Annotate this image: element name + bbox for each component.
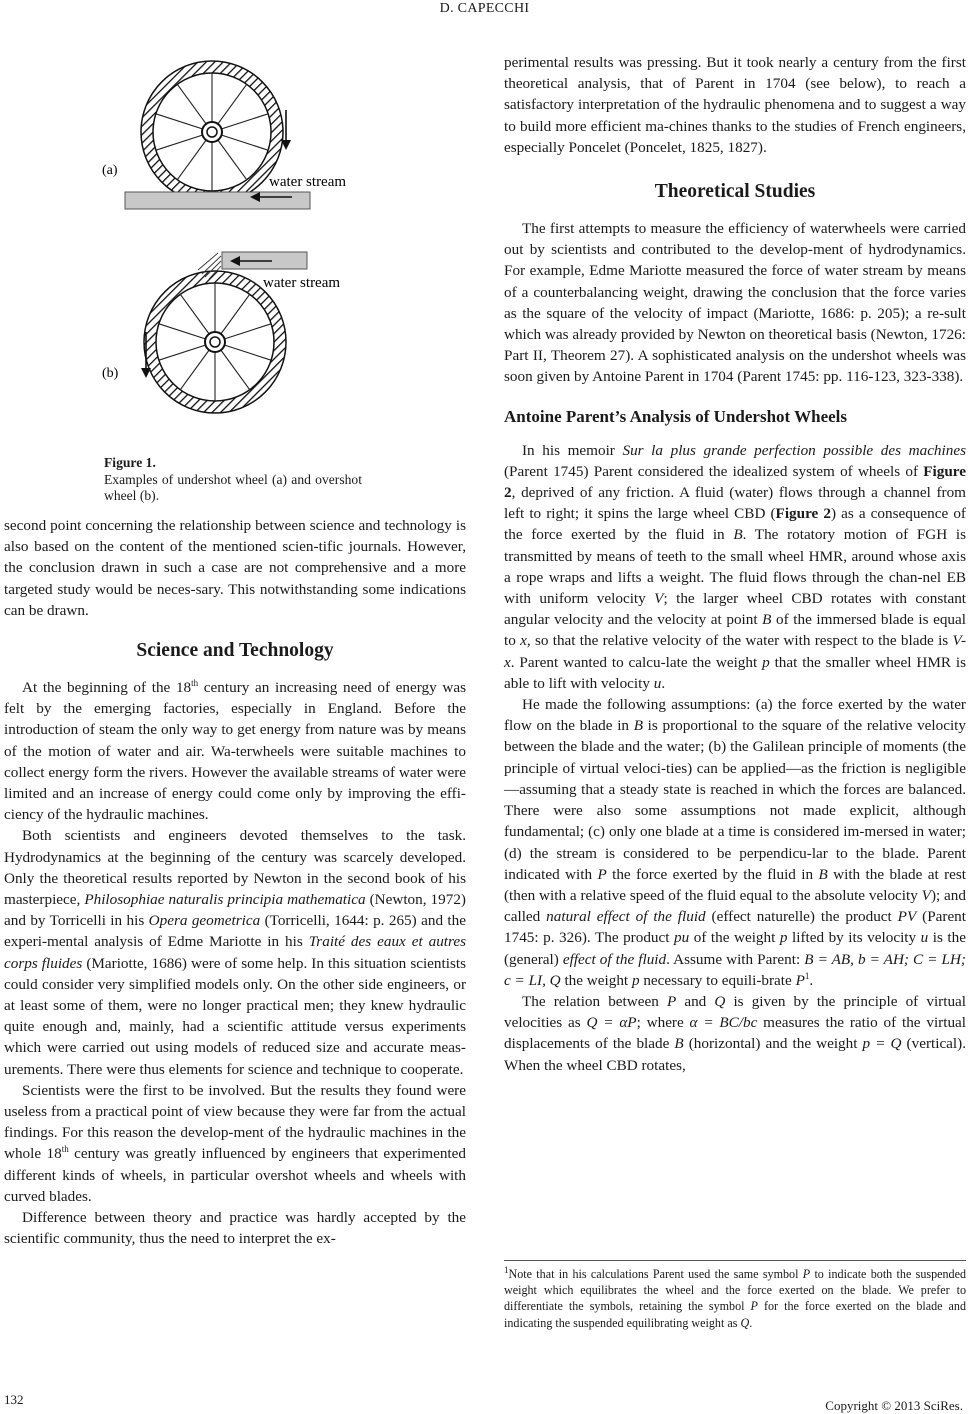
left-column (4, 515, 466, 1250)
paragraph: At the beginning of the 18th century an increasing need of energy was felt by the emerging factories, especially in England. Before the introduction of steam the only way to get energy from nature was by means of the motion of water and air. Wa-terwheels were suitable machines to collect energy form the rivers. However the available streams of water were limited and an increase of energy could come only by improving the effi-ciency of the hydraulic machines. (4, 677, 466, 824)
paragraph: Scientists were the first to be involved. But the results they found were useless from a practical point of view because they were far from the actual findings. For this reason the develop-ment of the hydraulic machines in the whole 18th century was greatly influenced by engineers that experimented different kinds of wheels, in particular overshot wheels and wheels with curved blades. (4, 1081, 466, 1205)
label-a: (a) (102, 163, 118, 178)
footnote: $^1$Note that in his calculations Parent used the same symbol P to indicate both the suspended weight which equilibrates the wheel and the force exerted on the blade. We prefer to differentiate the symbols, retaining the symbol P for the force exerted on the blade and indicating the suspended equilibrating weight as Q. (504, 1264, 966, 1330)
paragraph: second point concerning the relationship between science and technology is also based on the content of the mentioned scien-tific journals. However, the conclusion drawn in such a case are not comprehensive and a more targeted study would be neces-sary. This notwithstanding some indications can be drawn. (4, 517, 466, 619)
subsection-heading-parent: Antoine Parent’s Analysis of Undershot Wheels (504, 406, 848, 426)
paragraph: The relation between P and Q is given by the principle of virtual velocities as Q = αP; where α = BC/bc measures the ratio of the virtual displacements of the blade B (horizontal) and the weight p = Q (vertical). When the wheel CBD rotates, (504, 992, 966, 1074)
waterwheel-illustration (90, 50, 380, 460)
copyright-notice: Copyright © 2013 SciRes. (825, 1398, 963, 1413)
footnote-divider (504, 1260, 966, 1261)
section-heading-theoretical-studies: Theoretical Studies (654, 181, 816, 203)
caption-text: Examples of undershot wheel (a) and overshot wheel (b). (104, 471, 362, 503)
paragraph: He made the following assumptions: (a) the force exerted by the water flow on the blade in B is proportional to the square of the relative velocity between the blade and the water; (b) the Galilean principle of moments (the principle of virtual veloci-ties) can be applied—as the friction is negligible—assuming that a steady state is reached in which the forces are balanced. There were also some assumptions not made explicit, although fundamental; (c) only one blade at a time is considered im-mersed in water; (d) the stream is considered to be perpendicu-lar to the blade. Parent indicated with P the force exerted by the fluid in B with the blade at rest (then with a relative speed of the fluid equal to the absolute velocity V); and called natural effect of the fluid (effect naturelle) the product PV (Parent 1745: p. 326). The product pu of the weight p lifted by its velocity u is the (general) effect of the fluid. Assume with Parent: B = AB, b = AH; C = LH; c = LI, Q the weight p necessary to equili-brate $P^1$. (504, 696, 967, 989)
figure-caption (104, 455, 362, 505)
water-stream-label-b: water stream (263, 275, 341, 291)
running-header: D. CAPECCHI (439, 1, 530, 16)
figure-1 (90, 50, 380, 500)
right-column (504, 52, 966, 1076)
paragraph: Difference between theory and practice was hardly accepted by the scientific community, thus the need to interpret the ex- (4, 1209, 466, 1248)
paragraph: In his memoir Sur la plus grande perfection possible des machines (Parent 1745) Parent considered the idealized system of wheels of Figure 2, deprived of any friction. A fluid (water) flows through a channel from left to right; it spins the large wheel CBD (Figure 2) as a consequence of the force exerted by the fluid in B. The rotatory motion of FGH is transmitted by means of teeth to the small wheel HMR, around whose axis a rope wraps and lifts a weight. The fluid flows through the chan-nel EB with uniform velocity V; the larger wheel CBD rotates with constant angular velocity and the velocity at point B of the immersed blade is equal to x, so that the relative velocity of the water with respect to the blade is V-x. Parent wanted to calcu-late the weight p that the smaller wheel HMR is able to lift with velocity u. (504, 441, 967, 692)
section-heading-science-technology: Science and Technology (136, 640, 334, 662)
paragraph: Both scientists and engineers devoted themselves to the task. Hydrodynamics at the beginning of the century was scarcely developed. Only the theoretical results reported by Newton in the second book of his masterpiece, Philosophiae naturalis principia mathematica (Newton, 1972) and by Torricelli in his Opera geometrica (Torricelli, 1644: p. 265) and the experi-mental analysis of Edme Mariotte in his Traité des eaux et autres corps fluides (Mariotte, 1686) were of some help. In this situation scientists could consider very simplified models only. On the other side engineers, or at least some of them, were no longer practical men; they knew hydraulic quite enough and, mainly, had a scientific attitude versus experiments which were carried out using models of reduced size and accurate meas-urements. There were thus elements for science and technique to cooperate. (4, 827, 467, 1078)
water-stream-label-a: water stream (269, 174, 347, 190)
paragraph: perimental results was pressing. But it took nearly a century from the first theoretical analysis, that of Parent in 1704 (see below), to reach a satisfactory interpretation of the hydraulic phenomena and to suggest a way to build more efficient ma-chines thanks to the studies of French engineers, especially Poncelet (Poncelet, 1825, 1827). (504, 54, 966, 156)
page-number: 132 (4, 1392, 24, 1407)
caption-title: Figure 1. (104, 455, 156, 470)
paragraph: The first attempts to measure the efficiency of waterwheels were carried out by scientists and contributed to the develop-ment of hydrodynamics. For example, Edme Mariotte measured the force of water stream by means of a counterbalancing weight, drawing the conclusion that the force varies as the square of the velocity of impact (Mariotte, 1686: p. 205); a re-sult which was already provided by Newton on theoretical basis (Newton, 1726: Part II, Theorem 27). A sophisticated analysis on the undershot wheels was soon given by Antoine Parent in 1704 (Parent 1745: pp. 116-123, 323-338). (504, 220, 966, 386)
label-b: (b) (102, 366, 119, 381)
